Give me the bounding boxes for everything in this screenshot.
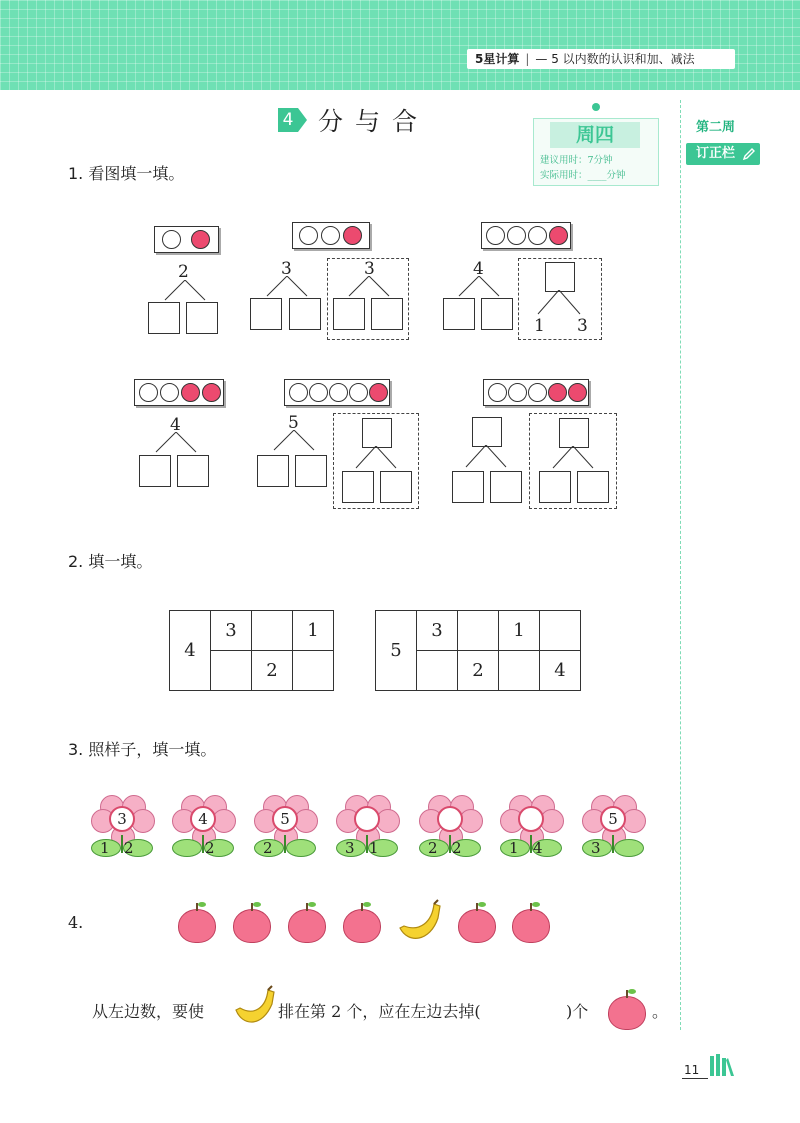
q1-top-number: 4 bbox=[170, 415, 181, 435]
stem bbox=[366, 835, 368, 853]
table-cell[interactable] bbox=[252, 611, 293, 651]
example-left-number: 1 bbox=[534, 316, 545, 336]
answer-box[interactable] bbox=[577, 471, 609, 503]
leaf-right-number: 2 bbox=[205, 839, 215, 857]
leaf-left-number: 3 bbox=[345, 839, 355, 857]
apple-icon bbox=[288, 909, 326, 943]
dot bbox=[508, 383, 527, 402]
split-lines bbox=[252, 276, 322, 300]
example-right-number: 3 bbox=[577, 316, 588, 336]
table-cell[interactable]: 2 bbox=[252, 651, 293, 691]
apple-icon bbox=[512, 909, 550, 943]
split-lines bbox=[339, 446, 415, 474]
apple-icon bbox=[343, 909, 381, 943]
dot-strip bbox=[154, 226, 219, 253]
series-label: 5星计算 bbox=[475, 52, 520, 66]
banana-icon bbox=[228, 984, 278, 1032]
topic-label: — 5 以内数的认识和加、减法 bbox=[535, 52, 695, 66]
dot bbox=[488, 383, 507, 402]
flower-center-number[interactable] bbox=[518, 806, 544, 832]
dot-filled bbox=[202, 383, 221, 402]
header-separator: | bbox=[525, 52, 530, 66]
q4-sentence-d: 。 bbox=[652, 1002, 669, 1021]
pin-icon bbox=[592, 103, 600, 111]
q1-top-number: 4 bbox=[473, 259, 484, 279]
split-table-1 bbox=[169, 610, 334, 691]
answer-box[interactable] bbox=[139, 455, 171, 487]
dot-filled bbox=[191, 230, 210, 249]
answer-box[interactable] bbox=[342, 471, 374, 503]
stem bbox=[612, 835, 614, 853]
apple-icon bbox=[178, 909, 216, 943]
apple-icon bbox=[608, 996, 646, 1030]
dot-strip bbox=[483, 379, 589, 406]
table-cell[interactable] bbox=[211, 651, 252, 691]
q3-number: 3. bbox=[68, 740, 84, 759]
answer-box[interactable] bbox=[380, 471, 412, 503]
leaf-left-number: 2 bbox=[263, 839, 273, 857]
dot bbox=[321, 226, 340, 245]
dot bbox=[528, 383, 547, 402]
banana-icon bbox=[394, 898, 444, 946]
flower bbox=[254, 795, 316, 865]
answer-box[interactable] bbox=[559, 418, 589, 448]
table-cell[interactable] bbox=[458, 611, 499, 651]
stem bbox=[121, 835, 123, 853]
dot bbox=[139, 383, 158, 402]
correction-label: 订正栏 bbox=[696, 146, 736, 161]
flower-center-number: 5 bbox=[600, 806, 626, 832]
answer-box[interactable] bbox=[362, 418, 392, 448]
split-lines bbox=[444, 276, 514, 300]
week-label: 第二周 bbox=[696, 120, 736, 135]
dot-filled bbox=[549, 226, 568, 245]
flower bbox=[91, 795, 153, 865]
q1-number: 1. bbox=[68, 164, 84, 183]
leaf bbox=[172, 839, 202, 857]
answer-box[interactable] bbox=[472, 417, 502, 447]
answer-box[interactable] bbox=[333, 298, 365, 330]
split-lines bbox=[334, 276, 404, 300]
day-label: 周四 bbox=[550, 122, 640, 148]
title-number: 4 bbox=[278, 108, 298, 132]
answer-box[interactable] bbox=[257, 455, 289, 487]
flower-center-number[interactable] bbox=[354, 806, 380, 832]
leaf-right-number: 2 bbox=[124, 839, 134, 857]
flower-center-number[interactable] bbox=[437, 806, 463, 832]
q4-sentence-a: 从左边数，要使 bbox=[92, 1002, 205, 1021]
answer-box[interactable] bbox=[452, 471, 484, 503]
dot bbox=[507, 226, 526, 245]
title-arrow-icon bbox=[298, 108, 307, 132]
q2-heading bbox=[68, 549, 152, 572]
split-lines bbox=[150, 280, 220, 304]
table-lead: 4 bbox=[170, 611, 211, 691]
actual-time: 实际用时：____分钟 bbox=[540, 170, 626, 181]
page-number: 11 bbox=[684, 1063, 700, 1077]
side-divider bbox=[680, 100, 681, 1030]
q2-text: 填一填。 bbox=[88, 552, 153, 571]
leaf-right-number: 1 bbox=[369, 839, 379, 857]
dot bbox=[486, 226, 505, 245]
apple-icon bbox=[458, 909, 496, 943]
table-cell[interactable] bbox=[540, 611, 581, 651]
dot bbox=[349, 383, 368, 402]
q4-number: 4. bbox=[68, 913, 84, 932]
dot-filled bbox=[369, 383, 388, 402]
leaf-left-number: 2 bbox=[428, 839, 438, 857]
split-lines bbox=[449, 445, 525, 473]
q1-top-number: 2 bbox=[178, 262, 189, 282]
split-lines bbox=[536, 446, 612, 474]
stem bbox=[284, 835, 286, 853]
table-cell[interactable] bbox=[499, 651, 540, 691]
flower-center-number: 4 bbox=[190, 806, 216, 832]
q4-sentence-b: 排在第 2 个，应在左边去掉( bbox=[278, 1002, 481, 1021]
q3-text: 照样子，填一填。 bbox=[88, 740, 217, 759]
leaf-right-number: 4 bbox=[533, 839, 543, 857]
dot-filled bbox=[568, 383, 587, 402]
q1-top-number: 5 bbox=[288, 413, 299, 433]
example-top-number: 3 bbox=[364, 259, 375, 279]
flower-center-number: 5 bbox=[272, 806, 298, 832]
flower-center-number: 3 bbox=[109, 806, 135, 832]
answer-box[interactable] bbox=[481, 298, 513, 330]
answer-box[interactable] bbox=[371, 298, 403, 330]
stem bbox=[202, 835, 204, 853]
page-underline bbox=[682, 1078, 708, 1079]
answer-box[interactable] bbox=[289, 298, 321, 330]
answer-box[interactable] bbox=[295, 455, 327, 487]
dot bbox=[329, 383, 348, 402]
q1-heading bbox=[68, 161, 184, 184]
table-lead: 5 bbox=[376, 611, 417, 691]
answer-box[interactable] bbox=[148, 302, 180, 334]
leaf-left-number: 3 bbox=[591, 839, 601, 857]
leaf bbox=[286, 839, 316, 857]
dot bbox=[299, 226, 318, 245]
answer-box[interactable] bbox=[186, 302, 218, 334]
split-lines bbox=[141, 432, 211, 456]
header-band bbox=[0, 0, 800, 90]
leaf-left-number: 1 bbox=[509, 839, 519, 857]
dot bbox=[309, 383, 328, 402]
pencil-icon bbox=[742, 147, 756, 161]
dot-strip bbox=[134, 379, 224, 406]
apple-icon bbox=[233, 909, 271, 943]
answer-box[interactable] bbox=[177, 455, 209, 487]
dot-filled bbox=[548, 383, 567, 402]
q3-heading bbox=[68, 737, 216, 760]
stem bbox=[530, 835, 532, 853]
flower bbox=[336, 795, 398, 865]
split-lines bbox=[259, 430, 329, 454]
answer-box[interactable] bbox=[443, 298, 475, 330]
q1-top-number: 3 bbox=[281, 259, 292, 279]
table-cell[interactable]: 1 bbox=[293, 611, 334, 651]
correction-tab[interactable] bbox=[686, 143, 760, 165]
dot-strip bbox=[481, 222, 571, 249]
leaf-left-number: 1 bbox=[100, 839, 110, 857]
dot-strip bbox=[284, 379, 390, 406]
table-cell[interactable]: 2 bbox=[458, 651, 499, 691]
dot-strip bbox=[292, 222, 370, 249]
split-table-2 bbox=[375, 610, 581, 691]
day-box bbox=[533, 118, 659, 186]
answer-box[interactable] bbox=[490, 471, 522, 503]
dot bbox=[162, 230, 181, 249]
dot-filled bbox=[343, 226, 362, 245]
dot bbox=[289, 383, 308, 402]
flower bbox=[582, 795, 644, 865]
page-title: 分与合 bbox=[318, 107, 430, 136]
table-cell[interactable]: 3 bbox=[417, 611, 458, 651]
q4-sentence-c: )个 bbox=[566, 1002, 589, 1021]
table-cell[interactable] bbox=[417, 651, 458, 691]
q1-text: 看图填一填。 bbox=[88, 164, 185, 183]
suggested-time: 建议用时：7分钟 bbox=[540, 155, 613, 166]
table-cell[interactable]: 3 bbox=[211, 611, 252, 651]
leaf-right-number: 2 bbox=[452, 839, 462, 857]
stem bbox=[449, 835, 451, 853]
table-cell[interactable]: 1 bbox=[499, 611, 540, 651]
answer-box[interactable] bbox=[545, 262, 575, 292]
answer-box[interactable] bbox=[539, 471, 571, 503]
table-cell[interactable] bbox=[293, 651, 334, 691]
flower bbox=[419, 795, 481, 865]
q2-number: 2. bbox=[68, 552, 84, 571]
dot bbox=[160, 383, 179, 402]
dot-filled bbox=[181, 383, 200, 402]
table-cell[interactable]: 4 bbox=[540, 651, 581, 691]
dot bbox=[528, 226, 547, 245]
flower bbox=[172, 795, 234, 865]
flower bbox=[500, 795, 562, 865]
books-icon bbox=[708, 1052, 736, 1078]
header-pill bbox=[467, 49, 735, 69]
leaf bbox=[614, 839, 644, 857]
answer-box[interactable] bbox=[250, 298, 282, 330]
